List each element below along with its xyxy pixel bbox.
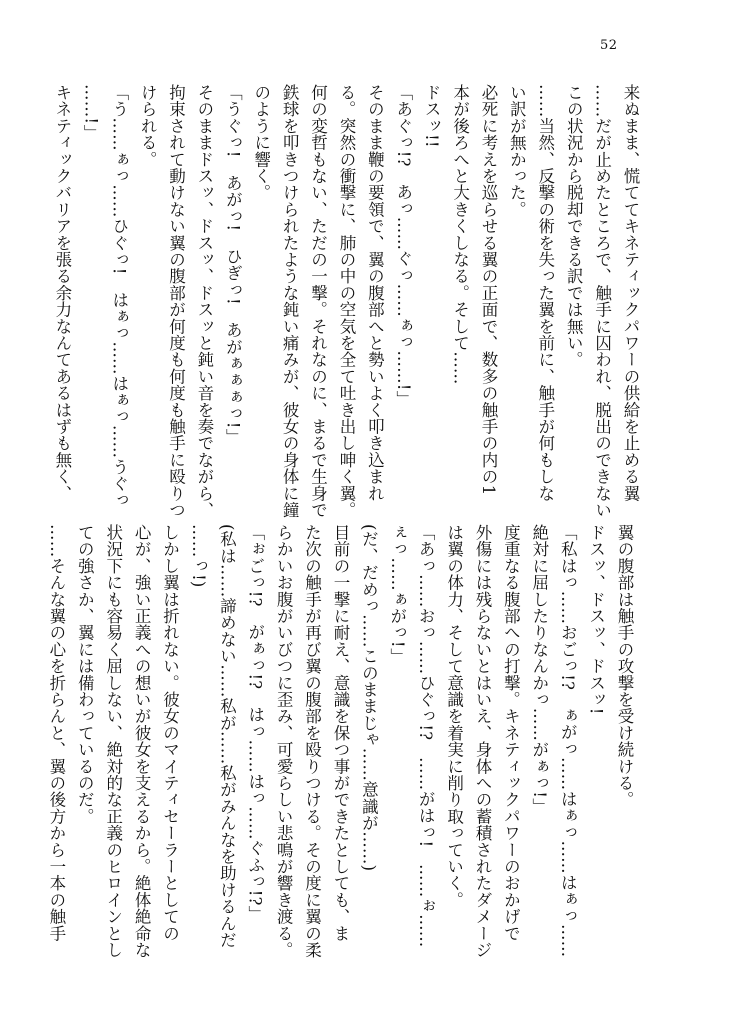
text-line: 拘束されて動けない翼の腹部が何度も何度も触手に殴りつ [166,84,186,519]
text-line: ての強さか、翼には備わっているのだ。 [75,524,95,825]
text-line: 翼の腹部は触手の攻撃を受け続ける。 [615,524,634,808]
text-line: 外傷には残らないとはいえ、身体への蓄積されたダメージ [472,524,492,959]
text-line: 「うぐっ! あがっ! ひぎっ! あがぁぁぁっ!」 [223,84,243,446]
text-line: 状況下にも容易く屈しない、絶対的な正義のヒロインとし [103,524,123,959]
lower-text-block [46,524,638,959]
text-line: けられる。 [138,84,158,168]
text-line: 目前の一撃に耐え、意識を保つ事ができたとしても、ま [330,524,350,942]
text-line: ドスッ、ドスッ、ドスッ! [586,524,606,715]
upper-text-block [52,84,644,519]
text-line: は翼の体力、そして意識を着実に削り取っていく。 [444,524,464,909]
text-line: しかし翼は折れない。彼女のマイティセーラーとしての [160,524,180,942]
text-line: 来ぬまま、慌ててキネティックパワーの供給を止める翼 [621,84,640,502]
text-line: 絶対に屈したりなんかっ……がぁっ!」 [529,524,549,815]
text-line: らかいお腹がいびつに歪み、可愛らしい悲鳴が響き渡る。 [274,524,294,959]
text-line: (私は……諦めない……私が……私がみんなを助けるんだ [217,524,237,949]
text-line: る。突然の衝撃に、肺の中の空気を全て吐き出し呻く翼。 [336,84,356,519]
text-line: ぇっ……ぁがっ!」 [387,524,407,665]
text-line: ……!」 [81,84,101,141]
text-line: ドスッ!! [422,84,442,148]
text-line: この状況から脱却できる訳では無い。 [564,84,584,368]
text-line: 必死に考えを巡らせる翼の正面で、数多の触手の内の1 [478,84,498,496]
text-line: い訳が無かった。 [507,84,527,218]
text-line: た次の触手が再び翼の腹部を殴りつける。その度に翼の柔 [302,524,322,959]
text-line: 「あっ……おっ……ひぐっ!? ……がはっ! ……ぉ…… [416,524,436,948]
text-line: のように響く。 [251,84,271,201]
text-line: 「あぐっ!? あっ……ぐっ……ぁっ……!」 [393,84,413,408]
text-line: 鉄球を叩きつけられたような鈍い痛みが、彼女の身体に鐘 [280,84,300,519]
page-number: 52 [600,38,618,53]
text-line: 「ぉごっ!? がぁっ!? はっ……はっ……ぐふっ!?」 [245,524,265,923]
text-line: 何の変哲もない、ただの一撃。それなのに、まるで生身で [308,84,328,519]
text-line: 度重なる腹部への打撃。キネティックパワーのおかげで [501,524,521,942]
text-line: 心が、強い正義への想いが彼女を支えるから。絶体絶命な [132,524,152,959]
text-line: 本が後ろへと大きくしなる。そして…… [450,84,470,385]
text-line: 「私はっ……おごっ!? ぁがっ……はぁっ……はぁっ…… [558,524,578,958]
text-line: そのままドスッ、ドスッ、ドスッと鈍い音を奏でながら、 [194,84,214,519]
text-line: 「う……ぁっ……ひぐっ! はぁっ……はぁっ……うぐっ [109,84,129,509]
text-line: キネティックバリアを張る余力なんてあるはずも無く、 [52,84,72,502]
text-line: ……そんな翼の心を折らんと、翼の後方から一本の触手 [46,524,66,942]
text-line: ……当然、反撃の術を失った翼を前に、触手が何もしな [535,84,555,502]
text-line: ……だが止めたところで、触手に囚われ、脱出のできない [592,84,612,519]
text-line: ……っ!) [188,524,208,588]
text-line: そのまま鞭の要領で、翼の腹部へと勢いよく叩き込まれ [365,84,385,502]
text-line: (だ、だめっ……このままじゃ……意識が……) [359,524,379,872]
